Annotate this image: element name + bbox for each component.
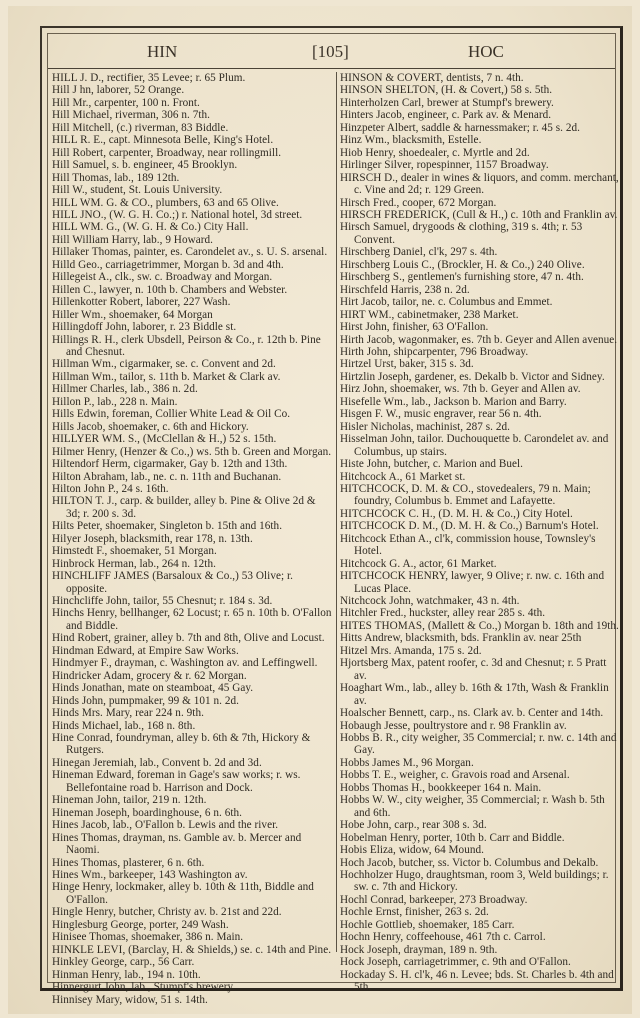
directory-entry: Hobe John, carp., rear 308 s. 3d. xyxy=(340,819,487,832)
directory-entry: Hirtzlin Joseph, gardener, es. Dekalb b. Victor and Sidney. xyxy=(340,370,605,383)
directory-entry: Hill Robert, carpenter, Broadway, near rollingmill. xyxy=(52,146,282,159)
directory-entry: Hillen C., lawyer, n. 10th b. Chambers and Webster. xyxy=(52,283,288,296)
directory-entry: Hines Wm., barkeeper, 143 Washington av. xyxy=(52,869,248,881)
directory-entry: Hirschberg Louis C., (Brockler, H. & Co.,) 240 Olive. xyxy=(340,258,585,271)
directory-entry: Hinnergurt John, lab., Stumpf's brewery. xyxy=(52,981,236,994)
directory-entry: Hoalscher Bennett, carp., ns. Clark av. b. Center and 14th. xyxy=(340,707,604,720)
directory-entry: Hinds Michael, lab., 168 n. 8th. xyxy=(52,719,196,732)
directory-entry: Hisselman John, tailor. Duchouquette b. Carondelet av. and Columbus, up stairs. xyxy=(340,433,609,458)
directory-entry: Hinglesburg George, porter, 249 Wash. xyxy=(52,918,229,931)
directory-entry: Hindricker Adam, grocery & r. 62 Morgan. xyxy=(52,669,247,682)
directory-entry: Hill Thomas, lab., 189 12th. xyxy=(52,171,180,184)
directory-entry: HITCHCOCK C. H., (D. M. H. & Co.,) City Hotel. xyxy=(340,507,573,520)
directory-entry: Hilld Geo., carriagetrimmer, Morgan b. 3d and 4th. xyxy=(52,258,284,271)
directory-entry: Hillaker Thomas, painter, es. Carondelet av., s. U. S. arsenal. xyxy=(52,246,328,259)
directory-entry: Hills Jacob, shoemaker, c. 6th and Hickory. xyxy=(52,420,249,433)
directory-entry: Hill Mitchell, (c.) riverman, 83 Biddle. xyxy=(52,121,229,134)
directory-entry: Hochle Ernst, finisher, 263 s. 2d. xyxy=(340,906,489,919)
directory-entry: HITES THOMAS, (Mallett & Co.,) Morgan b. 18th and 19th. xyxy=(340,619,619,632)
directory-entry: Hirth Jacob, wagonmaker, es. 7th b. Geyer and Allen avenue. xyxy=(340,333,618,346)
directory-entry: Hirschfeld Harris, 238 n. 2d. xyxy=(340,283,470,296)
directory-entry: HILL JNO., (W. G. H. Co.;) r. National hotel, 3d street. xyxy=(52,208,303,221)
directory-entry: HINKLE LEVI, (Barclay, H. & Shields,) se. c. 14th and Pine. xyxy=(52,943,332,956)
directory-entry: Hjortsberg Max, patent roofer, c. 3d and Chesnut; r. 5 Pratt av. xyxy=(340,657,607,682)
directory-entry: Hirschberg Daniel, cl'k, 297 s. 4th. xyxy=(340,246,498,259)
left-guide-word: HIN xyxy=(147,42,178,61)
column-divider xyxy=(336,72,337,952)
directory-entry: HILL J. D., rectifier, 35 Levee; r. 65 Plum. xyxy=(52,72,246,84)
directory-entry: Hiltendorf Herm, cigarmaker, Gay b. 12th and 13th. xyxy=(52,458,288,471)
directory-entry: Hisefelle Wm., lab., Jackson b. Marion and Barry. xyxy=(340,395,567,408)
directory-entry: HITCHCOCK D. M., (D. M. H. & Co.,) Barnum's Hotel. xyxy=(340,520,599,533)
directory-entry: Hine Conrad, foundryman, alley b. 6th & 7th, Hickory & Rutgers. xyxy=(52,732,311,757)
directory-entry: Hilts Peter, shoemaker, Singleton b. 15th and 16th. xyxy=(52,520,283,533)
directory-entry: Hirlinger Silver, ropespinner, 1157 Broadway. xyxy=(340,159,549,172)
directory-entry: Hisgen F. W., music engraver, rear 56 n. 4th. xyxy=(340,408,542,421)
directory-entry: Hirth John, shipcarpenter, 796 Broadway. xyxy=(340,345,529,358)
directory-entry: HIRSCH FREDERICK, (Cull & H.,) c. 10th and Franklin av. xyxy=(340,208,618,221)
directory-entry: HILTON T. J., carp. & builder, alley b. Pine & Olive 2d & 3d; r. 200 s. 3d. xyxy=(52,495,316,520)
directory-entry: HIRSCH D., dealer in wines & liquors, and comm. merchant, c. Vine and 2d; r. 129 Green. xyxy=(340,171,619,197)
directory-entry: Hinzpeter Albert, saddle & harnessmaker; r. 45 s. 2d. xyxy=(340,121,581,134)
directory-entry: Hitchler Fred., huckster, alley rear 285 s. 4th. xyxy=(340,607,546,620)
directory-entry: Hines Jacob, lab., O'Fallon b. Lewis and the river. xyxy=(52,819,279,832)
directory-entry: Hinchcliffe John, tailor, 55 Chesnut; r. 184 s. 3d. xyxy=(52,595,273,608)
directory-entry: Hobbs Thomas H., bookkeeper 164 n. Main. xyxy=(340,781,542,794)
directory-entry: Hirschberg S., gentlemen's furnishing store, 47 n. 4th. xyxy=(340,271,584,284)
directory-entry: Hochn Henry, coffeehouse, 461 7th c. Carrol. xyxy=(340,931,546,944)
directory-entry: Hoaghart Wm., lab., alley b. 16th & 17th, Wash & Franklin av. xyxy=(340,682,609,707)
directory-entry: Hill William Harry, lab., 9 Howard. xyxy=(52,233,213,246)
directory-entry: Hobaugh Jesse, poultrystore and r. 98 Franklin av. xyxy=(340,719,567,732)
directory-entry: Hinman Henry, lab., 194 n. 10th. xyxy=(52,968,201,981)
directory-entry: Hiller Wm., shoemaker, 64 Morgan xyxy=(52,308,213,321)
directory-entry: Hirsch Fred., cooper, 672 Morgan. xyxy=(340,196,497,209)
directory-entry: Hillman Wm., tailor, s. 11th b. Market & Clark av. xyxy=(52,370,281,383)
directory-entry: Hobis Eliza, widow, 64 Mound. xyxy=(340,844,484,857)
directory-entry: Hilton Abraham, lab., ne. c. n. 11th and Buchanan. xyxy=(52,470,282,483)
directory-entry: Hinters Jacob, engineer, c. Park av. & Menard. xyxy=(340,109,552,122)
directory-entry: Hillegeist A., clk., sw. c. Broadway and Morgan. xyxy=(52,271,273,284)
directory-entry: HILLYER WM. S., (McClellan & H.,) 52 s. 15th. xyxy=(52,433,277,446)
directory-entry: HILL WM. G., (W. G. H. & Co.) City Hall. xyxy=(52,221,249,234)
directory-entry: Hindman Edward, at Empire Saw Works. xyxy=(52,644,239,657)
page-inner-border xyxy=(47,33,619,1006)
directory-entry: Hind Robert, grainer, alley b. 7th and 8th, Olive and Locust. xyxy=(52,632,325,645)
directory-entry: Hitzel Mrs. Amanda, 175 s. 2d. xyxy=(340,644,482,657)
directory-entry: Hinchs Henry, bellhanger, 62 Locust; r. 65 n. 10th b. O'Fallon and Biddle. xyxy=(52,607,332,632)
directory-entry: Hirtzel Urst, baker, 315 s. 3d. xyxy=(340,358,474,371)
directory-entry: HITCHCOCK HENRY, lawyer, 9 Olive; r. nw. c. 16th and Lucas Place. xyxy=(340,570,605,595)
directory-entry: Hobbs James M., 96 Morgan. xyxy=(340,756,474,769)
directory-entry: Hobelman Henry, porter, 10th b. Carr and Biddle. xyxy=(340,831,565,844)
directory-entry: Hilton John P., 24 s. 16th. xyxy=(52,482,169,495)
directory-entry: Hillman Wm., cigarmaker, se. c. Convent and 2d. xyxy=(52,358,276,371)
directory-entry: Hines Thomas, drayman, ns. Gamble av. b. Mercer and Naomi. xyxy=(52,831,302,857)
directory-entry: Hillon P., lab., 228 n. Main. xyxy=(52,395,178,408)
directory-entry: Hinterholzen Carl, brewer at Stumpf's brewery. xyxy=(340,96,554,109)
directory-entry: Hillings R. H., clerk Ubsdell, Peirson & Co., r. 12th b. Pine and Chesnut. xyxy=(52,333,321,358)
directory-entry: HINSON & COVERT, dentists, 7 n. 4th. xyxy=(340,72,524,84)
directory-entry: Hochle Gottlieb, shoemaker, 185 Carr. xyxy=(340,918,515,931)
directory-entry: Hill Michael, riverman, 306 n. 7th. xyxy=(52,109,211,122)
directory-entry: Hinkley George, carp., 56 Carr. xyxy=(52,956,195,969)
directory-entry: HILL WM. G. & CO., plumbers, 63 and 65 Olive. xyxy=(52,196,279,209)
directory-entry: Hill Mr., carpenter, 100 n. Front. xyxy=(52,96,200,109)
directory-entry: Hobbs W. W., city weigher, 35 Commercial; r. Wash b. 5th and 6th. xyxy=(340,794,605,819)
directory-entry: Hobbs T. E., weigher, c. Gravois road and Arsenal. xyxy=(340,769,570,782)
directory-entry: Hinds John, pumpmaker, 99 & 101 n. 2d. xyxy=(52,694,239,707)
running-header xyxy=(48,34,615,69)
directory-entry: Hinisee Thomas, shoemaker, 386 n. Main. xyxy=(52,931,244,944)
directory-entry: Hirst John, finisher, 63 O'Fallon. xyxy=(340,321,489,334)
page-number: [105] xyxy=(312,42,349,61)
directory-entry: Histe John, butcher, c. Marion and Buel. xyxy=(340,458,523,471)
directory-entry: Hinegan Jeremiah, lab., Convent b. 2d and 3d. xyxy=(52,756,262,769)
directory-entry: Hiob Henry, shoedealer, c. Myrtle and 2d. xyxy=(340,146,530,159)
directory-entry: Hitchcock Ethan A., cl'k, commission house, Townsley's Hotel. xyxy=(340,532,596,558)
directory-entry: Hobbs B. R., city weigher, 35 Commercial; r. nw. c. 14th and Gay. xyxy=(340,732,617,757)
directory-entry: Nitchcock John, watchmaker, 43 n. 4th. xyxy=(340,595,520,608)
directory-entry: Hinz Wm., blacksmith, Estelle. xyxy=(340,134,482,147)
directory-page xyxy=(8,6,632,1014)
directory-entry: Hoch Jacob, butcher, ss. Victor b. Columbus and Dekalb. xyxy=(340,856,599,869)
directory-entry: Hirt Jacob, tailor, ne. c. Columbus and Emmet. xyxy=(340,296,553,309)
directory-entry: Hineman Joseph, boardinghouse, 6 n. 6th. xyxy=(52,806,242,819)
directory-entry: Hillenkotter Robert, laborer, 227 Wash. xyxy=(52,296,231,309)
directory-entry: Hill Samuel, s. b. engineer, 45 Brooklyn. xyxy=(52,159,238,172)
directory-entry: Hills Edwin, foreman, Collier White Lead & Oil Co. xyxy=(52,408,291,421)
directory-entry: Hock Joseph, carriagetrimmer, c. 9th and O'Fallon. xyxy=(340,956,571,969)
directory-entry: Hochl Conrad, barkeeper, 273 Broadway. xyxy=(340,893,528,906)
directory-entry: Hingle Henry, butcher, Christy av. b. 21st and 22d. xyxy=(52,906,282,919)
directory-entry: Hirz John, shoemaker, ws. 7th b. Geyer and Allen av. xyxy=(340,383,581,396)
directory-entry: Hitchcock G. A., actor, 61 Market. xyxy=(340,557,497,570)
directory-entry: Hock Joseph, drayman, 189 n. 9th. xyxy=(340,943,498,956)
directory-entry: Hineman Edward, foreman in Gage's saw works; r. ws. Bellefontaine road b. Harrison and Dock. xyxy=(52,769,301,794)
directory-entry: Hinbrock Herman, lab., 264 n. 12th. xyxy=(52,557,216,570)
directory-entry: Hineman John, tailor, 219 n. 12th. xyxy=(52,794,207,807)
directory-entry: Hillingdoff John, laborer, r. 23 Biddle st. xyxy=(52,321,237,334)
right-guide-word: HOC xyxy=(468,42,504,61)
directory-entry: Hinds Jonathan, mate on steamboat, 45 Gay. xyxy=(52,682,254,695)
directory-entry: Hinge Henry, lockmaker, alley b. 10th & 11th, Biddle and O'Fallon. xyxy=(52,881,314,906)
directory-entry: Hisler Nicholas, machinist, 287 s. 2d. xyxy=(340,420,511,433)
directory-entry: Hindmyer F., drayman, c. Washington av. and Leffingwell. xyxy=(52,657,318,670)
directory-entry: Hochholzer Hugo, draughtsman, room 3, Weld buildings; r. sw. c. 7th and Hickory. xyxy=(340,869,609,894)
directory-entry: Hitchcock A., 61 Market st. xyxy=(340,470,466,483)
directory-entry: Hinnisey Mary, widow, 51 s. 14th. xyxy=(52,993,208,1006)
left-column xyxy=(52,72,332,1006)
directory-entry: HINSON SHELTON, (H. & Covert,) 58 s. 5th. xyxy=(340,84,553,97)
directory-entry: Hilmer Henry, (Henzer & Co.,) ws. 5th b. Green and Morgan. xyxy=(52,445,332,458)
right-column xyxy=(340,72,619,994)
directory-entry: HIRT WM., cabinetmaker, 238 Market. xyxy=(340,308,519,321)
directory-entry: Hirsch Samuel, drygoods & clothing, 319 s. 4th; r. 53 Convent. xyxy=(340,221,583,246)
directory-entry: Hitts Andrew, blacksmith, bds. Franklin av. near 25th xyxy=(340,632,582,645)
directory-entry: Hillmer Charles, lab., 386 n. 2d. xyxy=(52,383,198,396)
page-border-frame xyxy=(40,26,623,1006)
directory-entry: Himstedt F., shoemaker, 51 Morgan. xyxy=(52,545,217,558)
directory-entry: HILL R. E., capt. Minnesota Belle, King's Hotel. xyxy=(52,134,274,147)
directory-entry: HITCHCOCK, D. M. & CO., stovedealers, 79 n. Main; foundry, Columbus b. Emmet and Lafayette. xyxy=(340,482,591,508)
directory-entry: Hines Thomas, plasterer, 6 n. 6th. xyxy=(52,856,205,869)
directory-entry: Hinds Mrs. Mary, rear 224 n. 9th. xyxy=(52,707,204,720)
directory-entry: Hockaday S. H. cl'k, 46 n. Levee; bds. St. Charles b. 4th and 5th. xyxy=(340,968,614,994)
directory-entry: Hill W., student, St. Louis University. xyxy=(52,184,223,197)
directory-entry: Hill J hn, laborer, 52 Orange. xyxy=(52,84,185,97)
directory-entry: Hilyer Joseph, blacksmith, rear 178, n. 13th. xyxy=(52,532,253,545)
directory-entry: HINCHLIFF JAMES (Barsaloux & Co.,) 53 Olive; r. opposite. xyxy=(52,570,294,595)
